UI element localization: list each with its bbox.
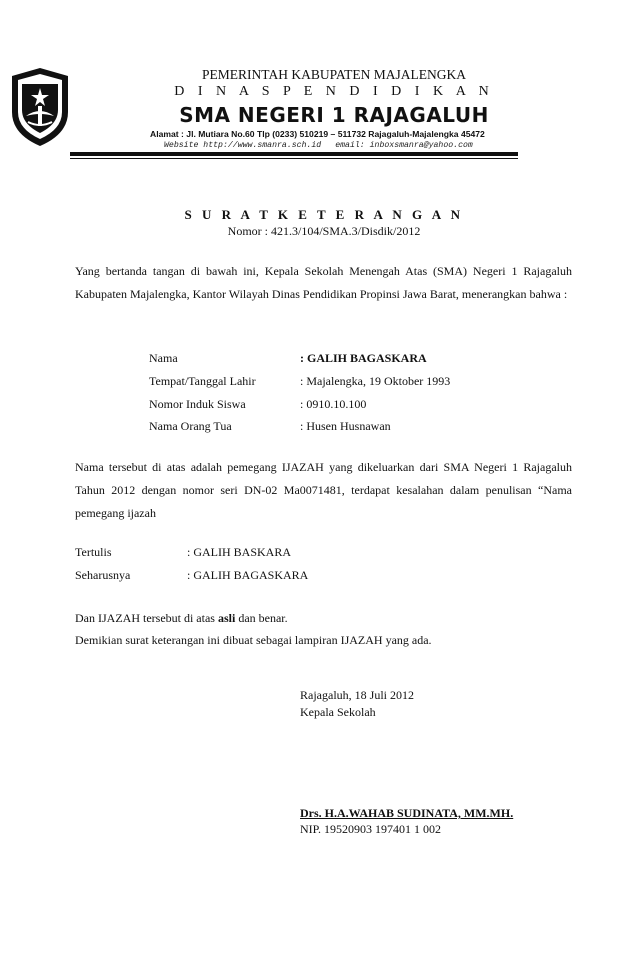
correction-value: : GALIH BASKARA [187,545,292,559]
signer-position: Kepala Sekolah [300,705,376,719]
school-name: SMA NEGERI 1 RAJAGALUH [179,103,489,127]
closing-line-2: Demikian surat keterangan ini dibuat sebagai lampiran IJAZAH yang ada. [75,633,432,647]
school-contact [164,141,473,150]
correction-value: : GALIH BAGASKARA [187,568,309,582]
government-name: PEMERINTAH KABUPATEN MAJALENGKA [202,67,466,82]
detail-value: : GALIH BAGASKARA [300,351,427,365]
school-address: Alamat : Jl. Mutiara No.60 Tlp (0233) 510219 – 511732 Rajagaluh-Majalengka 45472 [150,129,485,139]
signer-name: Drs. H.A.WAHAB SUDINATA, MM.MH. [300,806,514,820]
correction-label: Tertulis [75,545,112,559]
place-date: Rajagaluh, 18 Juli 2012 [300,688,414,702]
detail-value: : 0910.10.100 [300,397,367,411]
body-paragraph: Nama tersebut di atas adalah pemegang IJAZAH yang dikeluarkan dari SMA Negeri 1 Rajagaluh Tahun 2012 dengan nomor seri DN-02 Ma0071481, terdapat kesalahan dalam penulisan “Nama pemegang ijazah [75,460,572,520]
closing-line-1 [75,611,288,626]
closing-emphasis: asli [217,611,236,625]
header-rule-thick [70,152,518,156]
detail-value: : Husen Husnawan [300,419,391,433]
signer-nip: NIP. 19520903 197401 1 002 [300,822,442,836]
department-name: D I N A S P E N D I D I K A N [174,84,494,99]
header-rule-thin [70,158,518,159]
detail-label: Nama Orang Tua [149,419,232,433]
intro-paragraph: Yang bertanda tangan di bawah ini, Kepala Sekolah Menengah Atas (SMA) Negeri 1 Rajagaluh Kabupaten Majalengka, Kantor Wilayah Dinas Pendidikan Propinsi Jawa Barat, menerangkan bahwa : [75,264,572,301]
school-website: Website http://www.smanra.sch.id [164,141,322,150]
detail-label: Tempat/Tanggal Lahir [149,374,256,388]
closing-text: dan benar. [235,611,288,625]
detail-label: Nama [149,351,178,365]
school-email: email: inboxsmanra@yahoo.com [335,141,473,150]
detail-value: : Majalengka, 19 Oktober 1993 [300,374,451,388]
letter-number: Nomor : 421.3/104/SMA.3/Disdik/2012 [227,224,421,238]
correction-label: Seharusnya [75,568,131,582]
closing-text: Dan IJAZAH tersebut di atas [75,611,218,625]
detail-label: Nomor Induk Siswa [149,397,246,411]
letter-title: S U R A T K E T E R A N G A N [184,207,464,222]
